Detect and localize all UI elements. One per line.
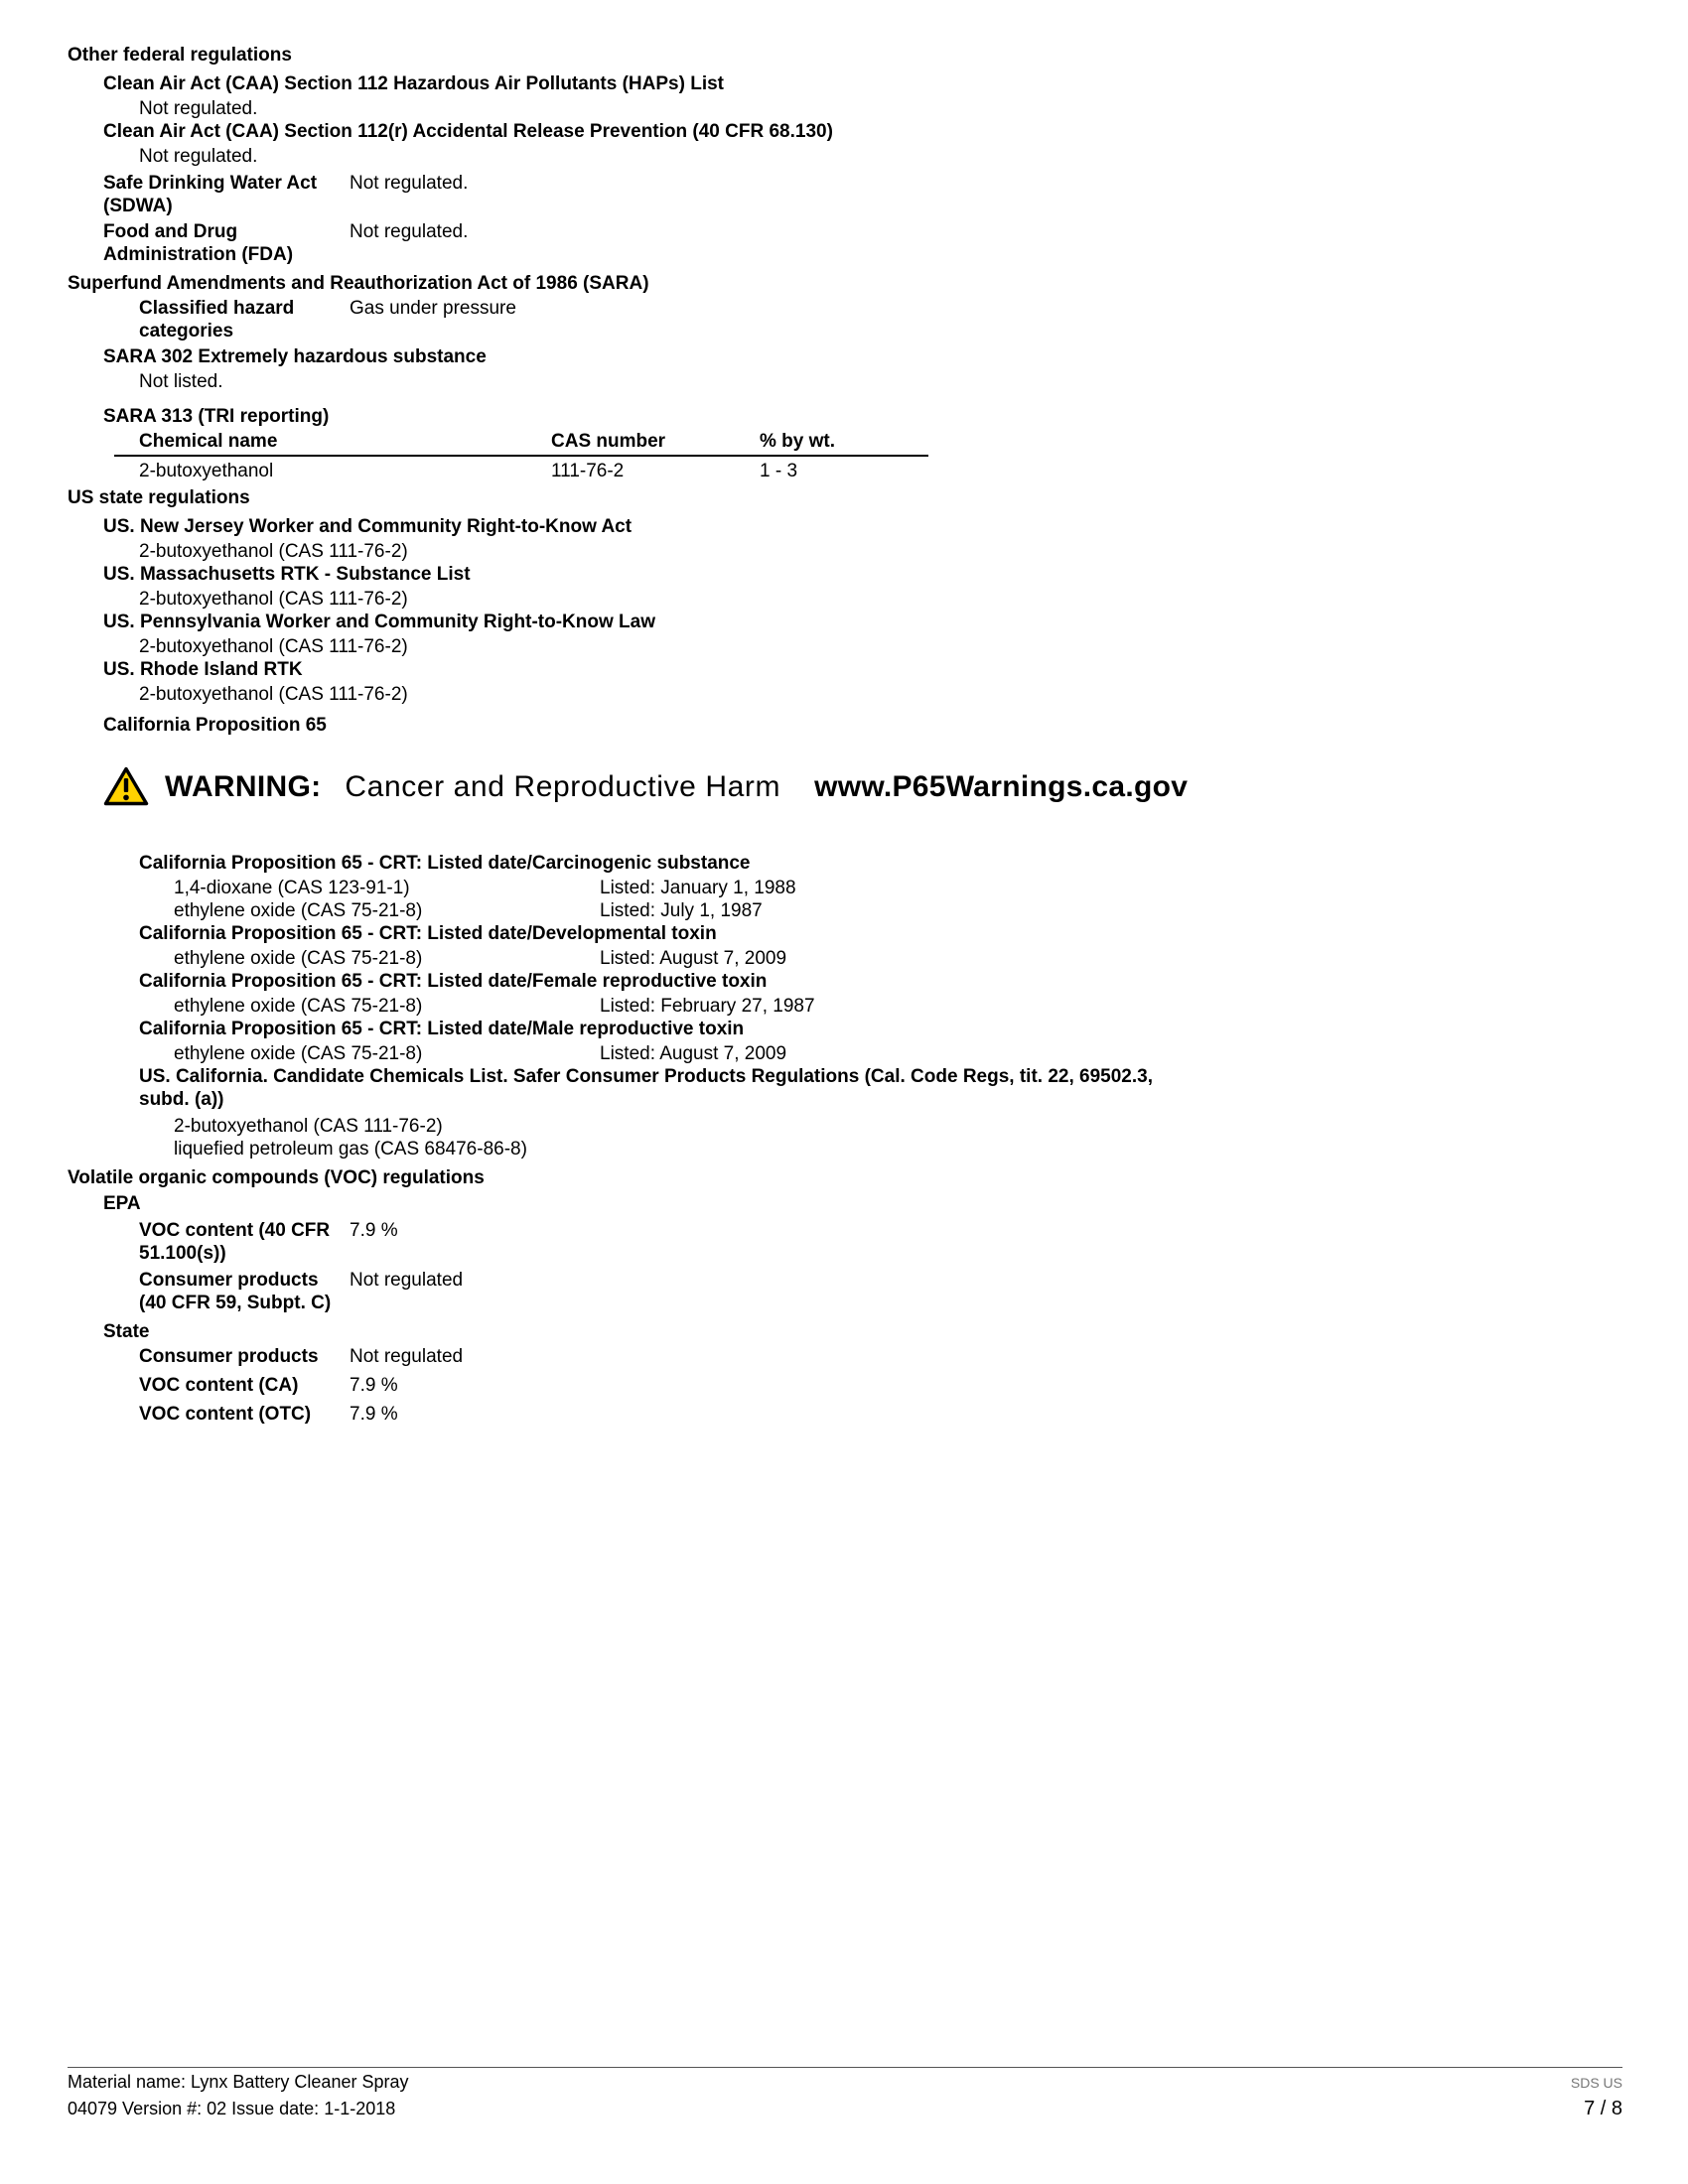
- candidate-chemicals-title-line1: US. California. Candidate Chemicals List. Safer Consumer Products Regulations (Cal. Code Regs, tit. 22, 69502.3,: [139, 1066, 1153, 1087]
- classified-hazard-label-line2: categories: [139, 321, 234, 341]
- caa-haps-value: Not regulated.: [139, 98, 258, 119]
- epa-consumer-products-value: Not regulated: [350, 1270, 464, 1291]
- sara-313-title: SARA 313 (TRI reporting): [103, 406, 330, 427]
- caa-haps-title: Clean Air Act (CAA) Section 112 Hazardous Air Pollutants (HAPs) List: [103, 73, 724, 94]
- state-act-title-ri: US. Rhode Island RTK: [103, 659, 303, 680]
- prop65-entry: [174, 995, 1620, 1018]
- epa-consumer-products-label-line1: Consumer products: [139, 1270, 319, 1291]
- footer-divider: [68, 2067, 1622, 2068]
- candidate-chemicals-title: [139, 1065, 1620, 1111]
- voc-content-otc-value: 7.9 %: [350, 1404, 398, 1425]
- epa-voc-content-label-line1: VOC content (40 CFR: [139, 1220, 331, 1241]
- prop65-entry-listed-date: Listed: August 7, 2009: [600, 948, 787, 969]
- cell-chemical-name: 2-butoxyethanol: [139, 461, 274, 481]
- epa-consumer-products-label-line2: (40 CFR 59, Subpt. C): [139, 1293, 332, 1313]
- table-row: [114, 460, 928, 482]
- state-act-chemical-ri: 2-butoxyethanol (CAS 111-76-2): [139, 684, 408, 705]
- col-header-chemical-name: Chemical name: [139, 431, 278, 452]
- prop65-entry-chemical: ethylene oxide (CAS 75-21-8): [174, 900, 423, 921]
- prop65-crt-title-carcinogenic: California Proposition 65 - CRT: Listed date/Carcinogenic substance: [139, 853, 751, 874]
- prop65-crt-title-female-repro: California Proposition 65 - CRT: Listed date/Female reproductive toxin: [139, 971, 768, 992]
- state-act-title-pa: US. Pennsylvania Worker and Community Right-to-Know Law: [103, 612, 655, 632]
- state-act-chemical-ma: 2-butoxyethanol (CAS 111-76-2): [139, 589, 408, 610]
- prop65-heading: California Proposition 65: [103, 715, 327, 736]
- prop65-entry: [174, 1042, 1620, 1065]
- prop65-entry-listed-date: Listed: July 1, 1987: [600, 900, 763, 921]
- section-heading-other-federal: Other federal regulations: [68, 45, 292, 66]
- section-heading-sara: Superfund Amendments and Reauthorization Act of 1986 (SARA): [68, 273, 649, 294]
- cell-cas-number: 111-76-2: [551, 461, 625, 481]
- prop65-crt-title-developmental: California Proposition 65 - CRT: Listed date/Developmental toxin: [139, 923, 717, 944]
- warning-message: Cancer and Reproductive Harm: [345, 769, 781, 803]
- prop65-entry-chemical: ethylene oxide (CAS 75-21-8): [174, 1043, 423, 1064]
- voc-content-ca-label: VOC content (CA): [139, 1375, 299, 1396]
- footer-line-2: [68, 2098, 1622, 2120]
- classified-hazard-label: [139, 297, 350, 342]
- caa-arp-value: Not regulated.: [139, 146, 258, 167]
- prop65-entry-chemical: ethylene oxide (CAS 75-21-8): [174, 948, 423, 969]
- fda-label-line2: Administration (FDA): [103, 244, 294, 265]
- epa-voc-content-value: 7.9 %: [350, 1220, 398, 1241]
- warning-triangle-icon: [103, 766, 149, 806]
- prop65-entry-listed-date: Listed: February 27, 1987: [600, 996, 815, 1017]
- epa-voc-content-label: [139, 1219, 350, 1265]
- col-header-cas-number: CAS number: [551, 431, 666, 452]
- state-act-chemical-pa: 2-butoxyethanol (CAS 111-76-2): [139, 636, 408, 657]
- footer-version-line: 04079 Version #: 02 Issue date: 1-1-2018: [68, 2099, 396, 2118]
- section-heading-us-state: US state regulations: [68, 487, 250, 508]
- fda-label-line1: Food and Drug: [103, 221, 238, 242]
- footer-line-1: [68, 2071, 1622, 2095]
- voc-content-ca-row: [139, 1374, 1620, 1397]
- classified-hazard-row: [139, 297, 1620, 342]
- prop65-warning-banner: [103, 766, 1620, 806]
- fda-value: Not regulated.: [350, 221, 469, 242]
- state-consumer-products-label: Consumer products: [139, 1346, 319, 1367]
- state-act-title-ma: US. Massachusetts RTK - Substance List: [103, 564, 471, 585]
- prop65-entry-listed-date: Listed: August 7, 2009: [600, 1043, 787, 1064]
- warning-url: www.P65Warnings.ca.gov: [814, 769, 1189, 803]
- footer-material-name: Material name: Lynx Battery Cleaner Spray: [68, 2072, 409, 2092]
- voc-state-heading: State: [103, 1321, 150, 1342]
- classified-hazard-label-line1: Classified hazard: [139, 298, 295, 319]
- epa-voc-content-row: [139, 1219, 1620, 1265]
- state-act-chemical-nj: 2-butoxyethanol (CAS 111-76-2): [139, 541, 408, 562]
- prop65-entry-chemical: ethylene oxide (CAS 75-21-8): [174, 996, 423, 1017]
- prop65-crt-title-male-repro: California Proposition 65 - CRT: Listed date/Male reproductive toxin: [139, 1019, 745, 1039]
- sdwa-row: [103, 172, 1620, 217]
- prop65-entry: [174, 899, 1620, 922]
- voc-content-otc-label: VOC content (OTC): [139, 1404, 312, 1425]
- fda-label: [103, 220, 350, 266]
- state-consumer-products-row: [139, 1345, 1620, 1368]
- sdwa-value: Not regulated.: [350, 173, 469, 194]
- caa-arp-title: Clean Air Act (CAA) Section 112(r) Accidental Release Prevention (40 CFR 68.130): [103, 121, 833, 142]
- section-heading-voc: Volatile organic compounds (VOC) regulations: [68, 1167, 485, 1188]
- prop65-entry: [174, 877, 1620, 899]
- warning-label: WARNING:: [165, 769, 322, 803]
- voc-content-otc-row: [139, 1403, 1620, 1426]
- cell-pct-by-wt: 1 - 3: [760, 461, 798, 481]
- footer-page-number: 7 / 8: [1584, 2098, 1622, 2119]
- sara-302-value: Not listed.: [139, 371, 223, 392]
- sdwa-label-line1: Safe Drinking Water Act: [103, 173, 318, 194]
- sara-313-table: [114, 430, 928, 482]
- prop65-entry-listed-date: Listed: January 1, 1988: [600, 878, 796, 898]
- page-footer: [68, 2071, 1622, 2120]
- table-header-row: [114, 430, 928, 457]
- voc-epa-heading: EPA: [103, 1193, 141, 1214]
- candidate-chemical: 2-butoxyethanol (CAS 111-76-2): [174, 1116, 443, 1137]
- sara-302-title: SARA 302 Extremely hazardous substance: [103, 346, 487, 367]
- fda-row: [103, 220, 1620, 266]
- footer-sds-region: SDS US: [1570, 2075, 1622, 2091]
- classified-hazard-value: Gas under pressure: [350, 298, 516, 319]
- col-header-pct-by-wt: % by wt.: [760, 431, 836, 452]
- epa-consumer-products-row: [139, 1269, 1620, 1314]
- sdwa-label: [103, 172, 350, 217]
- prop65-entry-chemical: 1,4-dioxane (CAS 123-91-1): [174, 878, 410, 898]
- sdwa-label-line2: (SDWA): [103, 196, 173, 216]
- state-consumer-products-value: Not regulated: [350, 1346, 464, 1367]
- prop65-entry: [174, 947, 1620, 970]
- voc-content-ca-value: 7.9 %: [350, 1375, 398, 1396]
- candidate-chemical: liquefied petroleum gas (CAS 68476-86-8): [174, 1139, 527, 1160]
- state-act-title-nj: US. New Jersey Worker and Community Right-to-Know Act: [103, 516, 633, 537]
- epa-consumer-products-label: [139, 1269, 350, 1314]
- candidate-chemicals-title-line2: subd. (a)): [139, 1089, 224, 1110]
- epa-voc-content-label-line2: 51.100(s)): [139, 1243, 226, 1264]
